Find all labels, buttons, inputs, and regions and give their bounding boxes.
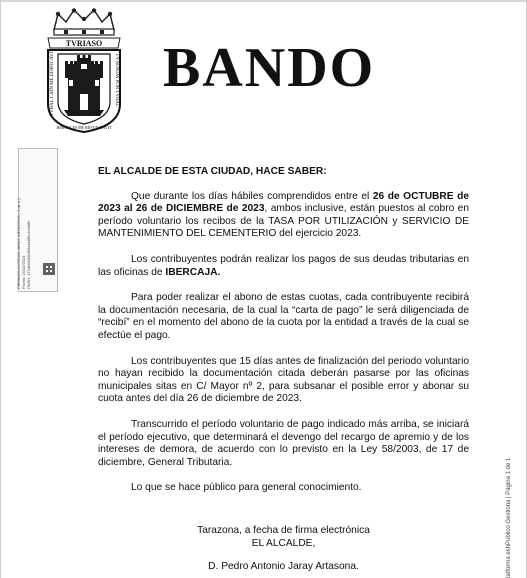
- page-footer-vertical: latforma eshPublico Gestiona | Página 1 de 1: [506, 457, 512, 578]
- stamp-text: [16, 151, 31, 289]
- seal-scroll: [48, 38, 120, 48]
- proclamation-heading: EL ALCALDE DE ESTA CIUDAD, HACE SABER:: [98, 166, 327, 177]
- signature-block: [98, 524, 469, 573]
- stamp-line: HASH: 171dbb6d1b8f3a4e8f0c4c5a6b: [26, 220, 31, 289]
- seal-right-band-text: FVNDADA POR TVBAL: [114, 54, 119, 107]
- signature-verification-stamp: [18, 148, 58, 292]
- castle-icon: [64, 55, 104, 116]
- date-range: 26 de OCTUBRE de 2023 al 26 de DICIEMBRE de 2023: [98, 190, 469, 215]
- paragraph-payment-place: [98, 254, 469, 279]
- page-top-edge: [0, 0, 527, 2]
- tarazona-coat-of-arms-logo: [44, 8, 124, 134]
- seal-scroll-text: TVRIASO: [65, 39, 103, 48]
- paragraph-public-notice: Lo que se hace público para general conocimiento.: [131, 482, 362, 494]
- page-left-edge: [0, 0, 1, 578]
- seal-bottom-band-text: HERCVLES ME RESTAVRAVIT: [56, 125, 112, 130]
- document-body: [98, 166, 469, 508]
- paragraph-executive-period: Transcurrido el período voluntario de pago indicado más arriba, se iniciará el período ejecutivo, que determinará el devengo del recargo de apremio y de los intereses de demora, de acuerdo con lo previsto en la Ley 58/2003, de 17 de diciembre, General Tributaria.: [98, 418, 469, 468]
- stamp-line: Fecha: 25/10/2023: [21, 255, 26, 289]
- crown-icon: [54, 8, 114, 35]
- text-run: Los contribuyentes podrán realizar los pagos de sus deudas tributarias en las oficinas de: [98, 253, 469, 278]
- stamp-line: FIRMADO ANTONIO JARAY ARTASONA ( 1 de 1 ): [16, 198, 21, 289]
- qr-code-icon: [43, 263, 55, 275]
- page-title: BANDO: [163, 37, 376, 99]
- text-run: Que durante los días hábiles comprendidos entre el: [131, 190, 373, 202]
- signer-name: D. Pedro Antonio Jaray Artasona.: [208, 561, 359, 572]
- place-date: Tarazona, a fecha de firma electrónica: [197, 525, 370, 536]
- signer-role: EL ALCALDE,: [251, 538, 316, 549]
- text-run: , ambos inclusive, están puestos al cobro en período voluntario los recibos de la TASA POR UTILIZACIÓN y SERVICIO DE MANTENIMIENTO DEL CEMENTERIO del ejercicio 2023.: [98, 203, 469, 240]
- paragraph-documentation: Para poder realizar el abono de estas cuotas, cada contribuyente recibirá la documentación necesaria, de la cual la “carta de pago” le será diligenciada de “recibí” en el momento del abono de la cuota por la entidad a través de la cual se efectúe el pago.: [98, 292, 469, 341]
- paragraph-missing-documents: Los contribuyentes que 15 días antes de finalización del periodo voluntario no hayan recibido la documentación citada deberán pasarse por las oficinas municipales sitas en C/ Mayor nº 2, para subsanar el posible error y abonar su cuota antes del día 26 de diciembre de 2023.: [98, 355, 469, 405]
- seal-left-band-text: TVBAL CAIN ME EDIFICAVIT: [50, 48, 55, 116]
- paragraph-collection-period: [98, 191, 469, 241]
- bank-name: IBERCAJA.: [165, 266, 221, 278]
